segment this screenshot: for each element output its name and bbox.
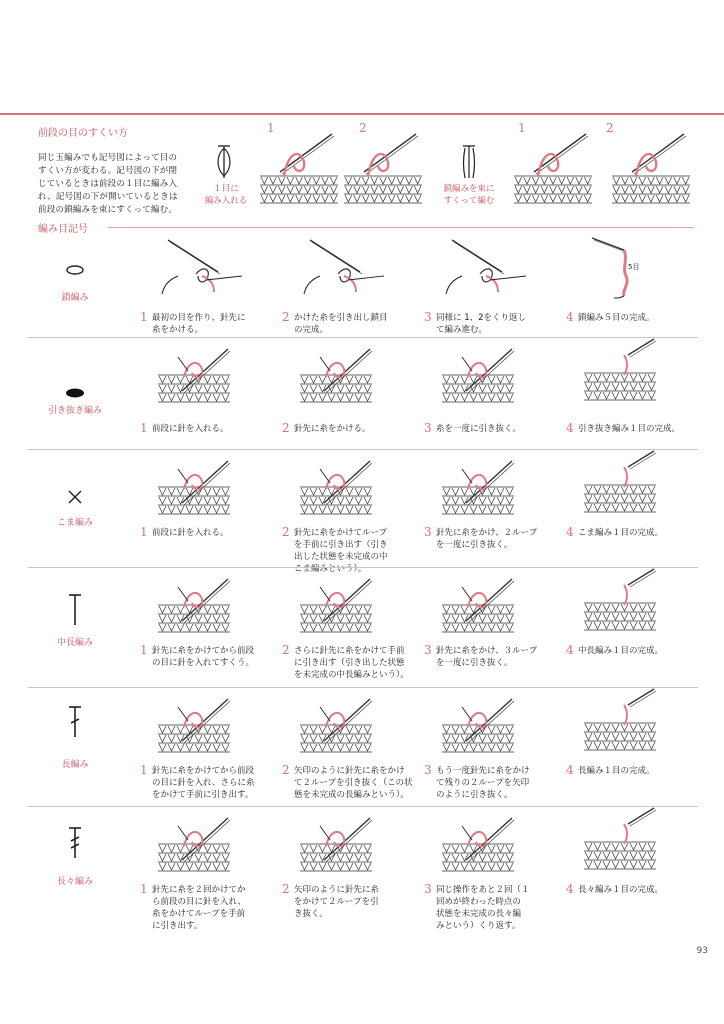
step-text-line: 出した状態を未完成の中	[294, 552, 388, 562]
step-number: 1	[140, 882, 148, 896]
step-text	[152, 312, 272, 336]
step-illustration	[158, 697, 244, 757]
step-text-line: 前段に針を入れる。	[152, 424, 229, 434]
step-text-line: 針先に糸をかけてから前段	[152, 766, 255, 776]
step-illustration	[158, 577, 244, 637]
T-two-bars-symbol-icon	[60, 824, 90, 860]
step-text-line: 糸を一度に引き抜く。	[436, 424, 521, 434]
stitch-name: 引き抜き編み	[47, 406, 102, 416]
page-number: 93	[696, 946, 708, 956]
step-number: 1	[140, 763, 148, 777]
step-text-line: の目に針を入れてすくう。	[152, 658, 255, 668]
step-text	[578, 645, 698, 657]
step-illustration	[584, 577, 670, 637]
step-number: 2	[282, 525, 290, 539]
step-number: 2	[282, 310, 290, 324]
step-number: 2	[282, 421, 290, 435]
step-text	[436, 423, 556, 435]
step-text	[578, 527, 698, 539]
step-text	[578, 312, 698, 324]
step-text-line: 長々編み１目の完成。	[578, 885, 664, 895]
step-text-line: を未完成の中長編みという）。	[294, 670, 409, 680]
label-line: １目に	[213, 184, 239, 194]
pickup-step-num: 1	[267, 121, 275, 135]
step-text	[294, 423, 414, 435]
pickup-step-num: 2	[606, 121, 614, 135]
step-illustration	[584, 816, 670, 876]
step-text	[436, 884, 556, 932]
step-text-line: 中長編み１目の完成。	[578, 646, 664, 656]
step-text-line: こま編みという）。	[294, 564, 367, 574]
pickup-step-num: 2	[359, 121, 367, 135]
chain-count-annotation: 5目	[628, 263, 640, 271]
step-text-line: て残りの２ループを矢印	[436, 778, 530, 788]
step-text-line: 針先に糸をかける。	[294, 424, 371, 434]
step-illustration	[158, 816, 244, 876]
step-illustration	[442, 459, 528, 519]
step-number: 1	[140, 525, 148, 539]
section-title-pickup: 前段の目のすくい方	[38, 128, 128, 139]
stitch-name: 中長編み	[56, 638, 93, 648]
step-text	[152, 765, 272, 801]
step-text	[578, 884, 698, 896]
label-line: 編み入れる	[204, 196, 248, 206]
step-text-line: 引き抜き編み１目の完成。	[578, 424, 681, 434]
step-text	[578, 423, 698, 435]
step-text-line: 最初の目を作り、針先に	[152, 313, 246, 323]
oval-outline-symbol-icon	[60, 252, 90, 288]
step-text-line: て２ループを引き抜く（この状	[294, 778, 413, 788]
step-number: 3	[424, 310, 432, 324]
step-illustration	[300, 236, 386, 298]
step-number: 3	[424, 525, 432, 539]
step-text-line: の完成。	[294, 325, 329, 335]
open-bottom-symbol-icon	[459, 144, 479, 180]
step-text-line: さらに針先に糸をかけて手前	[294, 646, 405, 656]
stitch-name: 鎖編み	[61, 293, 89, 303]
step-illustration	[584, 697, 670, 757]
intro-line: れ、記号図の下が開いているときは	[38, 192, 178, 202]
step-text-line: 状態を未完成の長々編	[436, 909, 522, 919]
row-separator	[28, 337, 698, 338]
stitch-name: 長編み	[61, 760, 89, 770]
step-text-line: に引き出す（引き出した状態	[294, 658, 405, 668]
step-illustration	[158, 236, 244, 298]
step-number: 3	[424, 882, 432, 896]
step-text	[152, 423, 272, 435]
step-text-line: 針先に糸を２回かけてか	[152, 885, 246, 895]
step-text-line: 回めが終わった時点の	[436, 897, 521, 907]
step-number: 4	[566, 525, 574, 539]
step-illustration	[584, 347, 670, 407]
row-separator	[28, 687, 698, 688]
step-text-line: 針先に糸をかけてループ	[294, 528, 388, 538]
row-separator	[28, 567, 698, 568]
step-number: 1	[140, 421, 148, 435]
label-one-stitch	[196, 183, 256, 207]
step-illustration	[158, 459, 244, 519]
step-number: 4	[566, 643, 574, 657]
pickup-step-num: 1	[518, 121, 526, 135]
step-illustration	[442, 236, 528, 298]
pickup-illustration-1	[260, 132, 340, 212]
step-text-line: 矢印のように針先に糸をかけ	[294, 766, 405, 776]
step-text-line: をかけて手前に引き出す。	[152, 790, 254, 800]
stitch-name: 長々編み	[56, 877, 93, 887]
step-number: 1	[140, 643, 148, 657]
label-line: すくって編む	[443, 196, 495, 206]
step-text	[294, 765, 414, 801]
intro-text	[38, 152, 188, 217]
step-text-line: こま編み１目の完成。	[578, 528, 664, 538]
step-text	[152, 645, 272, 669]
step-text-line: かけた糸を引き出し鎖目	[294, 313, 388, 323]
step-illustration	[442, 697, 528, 757]
step-text-line: の目に針を入れ、さらに糸	[152, 778, 255, 788]
step-illustration	[584, 459, 670, 519]
T-one-bar-symbol-icon	[60, 703, 90, 739]
pickup-illustration-3	[514, 132, 594, 212]
step-text-line: を一度に引き抜く。	[436, 658, 513, 668]
step-illustration	[442, 347, 528, 407]
step-text-line: 針先に糸をかけ、２ループ	[436, 528, 538, 538]
step-text-line: ら前段の目に針を入れ、	[152, 897, 247, 907]
row-separator	[28, 449, 698, 450]
pickup-illustration-2	[344, 132, 424, 212]
step-illustration	[300, 459, 386, 519]
step-number: 2	[282, 882, 290, 896]
step-text	[436, 312, 556, 336]
step-number: 4	[566, 310, 574, 324]
step-number: 4	[566, 763, 574, 777]
step-illustration	[300, 347, 386, 407]
step-number: 1	[140, 310, 148, 324]
cross-symbol-icon	[60, 479, 90, 515]
step-text-line: のように引き抜く。	[436, 790, 513, 800]
stitch-name: こま編み	[56, 518, 93, 528]
step-text-line: き抜く。	[294, 909, 328, 919]
step-text-line: 針先に糸をかけ、３ループ	[436, 646, 538, 656]
step-number: 3	[424, 421, 432, 435]
step-text-line: て編み進む。	[436, 325, 488, 335]
step-text-line: 糸をかけてループを手前	[152, 909, 246, 919]
step-text-line: 同じ操作をあと２回（１	[436, 885, 530, 895]
step-text-line: もう一度針先に糸をかけ	[436, 766, 530, 776]
step-number: 3	[424, 763, 432, 777]
step-number: 2	[282, 763, 290, 777]
T-symbol-icon	[60, 591, 90, 627]
step-text-line: みという）くり返す。	[436, 921, 521, 931]
step-text-line: 針先に糸をかけてから前段	[152, 646, 255, 656]
step-number: 4	[566, 882, 574, 896]
step-text	[436, 527, 556, 551]
step-text	[578, 765, 698, 777]
step-text	[152, 527, 272, 539]
intro-line: 前段の鎖編みを束にすくって編む。	[38, 205, 178, 215]
section-title-symbols: 編み目記号	[38, 224, 88, 235]
step-text	[294, 645, 414, 681]
step-text-line: を手前に引き出す（引き	[294, 540, 388, 550]
step-text-line: 長編み１目の完成。	[578, 766, 655, 776]
step-illustration	[584, 236, 670, 298]
step-text-line: をかけて２ループを引	[294, 897, 379, 907]
step-illustration	[442, 816, 528, 876]
step-number: 3	[424, 643, 432, 657]
step-text	[436, 645, 556, 669]
step-text-line: 前段に針を入れる。	[152, 528, 229, 538]
label-bundle	[436, 183, 502, 207]
step-text-line: に引き出す。	[152, 921, 203, 931]
intro-line: じているときは前段の１目に編み入	[38, 179, 178, 189]
step-text-line: 態を未完成の長編みという）。	[294, 790, 409, 800]
intro-line: すくい方が変わる。記号図の下が閉	[38, 166, 178, 176]
intro-line: 同じ玉編みでも記号図によって目の	[38, 153, 178, 163]
step-illustration	[300, 697, 386, 757]
step-illustration	[300, 816, 386, 876]
step-illustration	[442, 577, 528, 637]
step-number: 2	[282, 643, 290, 657]
step-illustration	[158, 347, 244, 407]
step-text-line: を一度に引き抜く。	[436, 540, 513, 550]
step-text-line: 同様に 1、2をくり返し	[436, 313, 527, 323]
step-text	[436, 765, 556, 801]
label-line: 鎖編みを束に	[443, 184, 495, 194]
row-separator	[28, 806, 698, 807]
step-number: 4	[566, 421, 574, 435]
step-text	[152, 884, 272, 932]
step-text	[294, 884, 414, 920]
top-rule	[0, 113, 724, 115]
step-text-line: 糸をかける。	[152, 325, 204, 335]
step-text	[294, 312, 414, 336]
step-text-line: 鎖編み５目の完成。	[578, 313, 655, 323]
pickup-illustration-4	[612, 132, 692, 212]
closed-bottom-symbol-icon	[214, 144, 234, 180]
step-text-line: 矢印のように針先に糸	[294, 885, 380, 895]
section-divider	[108, 227, 694, 228]
step-illustration	[300, 577, 386, 637]
